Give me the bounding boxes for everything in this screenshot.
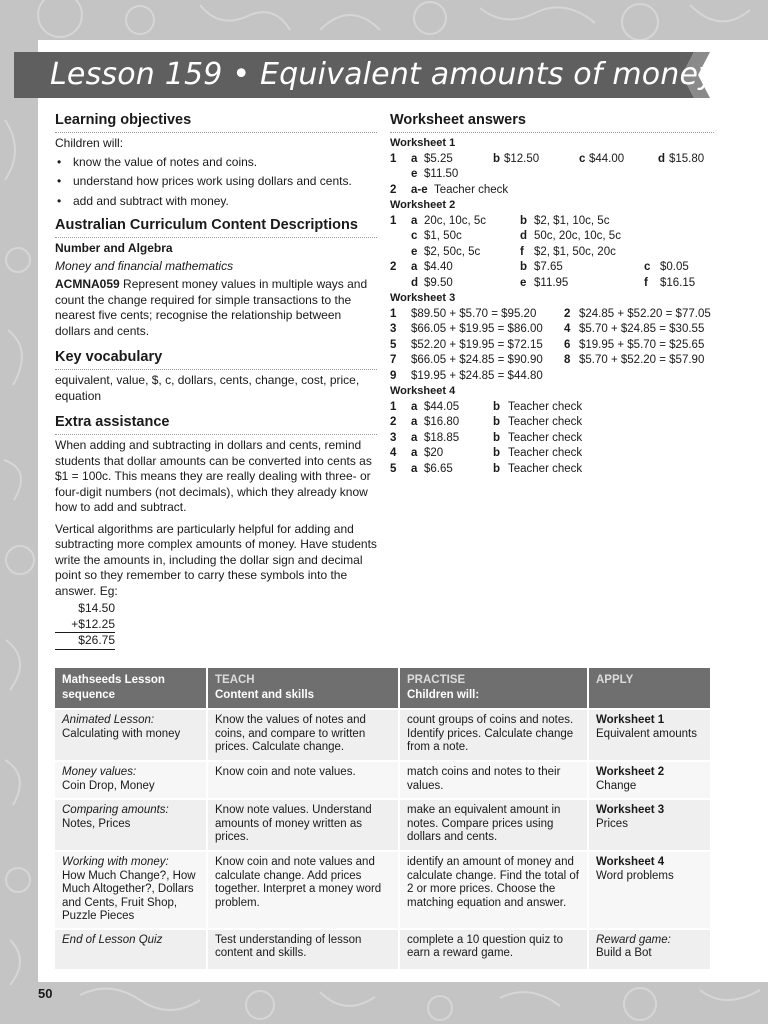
worksheet-4-title: Worksheet 4 — [390, 385, 456, 397]
header-teach: TEACH Content and skills — [207, 668, 399, 709]
sequence-cell: Money values: Coin Drop, Money — [55, 761, 207, 799]
practise-cell: make an equivalent amount in notes. Compare prices using dollars and cents. — [399, 799, 588, 851]
assistance-para-1: When adding and subtracting in dollars and cents, remind students that dollar amounts can be converted into cents as $1 = 100c. This means they are really dealing with three- or four-digit numbers (not decimals), which they already know how to add and subtract. — [55, 438, 372, 514]
objectives-intro: Children will: — [55, 136, 124, 150]
answer-row: 1 a $5.25 b $12.50 c $44.00 d $15.80 — [390, 152, 705, 165]
practise-cell: complete a 10 question quiz to earn a reward game. — [399, 929, 588, 969]
answer-row: 3 a $18.85 b Teacher check — [390, 431, 583, 444]
sequence-cell: Comparing amounts: Notes, Prices — [55, 799, 207, 851]
table-row — [55, 799, 711, 851]
example-sum — [55, 601, 115, 650]
answers-heading: Worksheet answers — [390, 110, 714, 133]
table-row — [55, 709, 711, 761]
page-number: 50 — [38, 986, 53, 1001]
objectives-list — [55, 155, 377, 210]
answer-row: 2 a-e Teacher check — [390, 183, 509, 196]
worksheet-3-title: Worksheet 3 — [390, 292, 456, 304]
vocabulary-heading: Key vocabulary — [55, 347, 377, 370]
assistance-heading: Extra assistance — [55, 412, 377, 435]
apply-cell: Worksheet 2 Change — [588, 761, 711, 799]
answer-row: 7 $66.05 + $24.85 = $90.90 8 $5.70 + $52.20 = $57.90 — [390, 354, 705, 366]
curriculum-description — [55, 277, 377, 339]
lesson-banner — [14, 50, 746, 100]
worksheet-1-title: Worksheet 1 — [390, 137, 456, 149]
sequence-cell: Working with money: How Much Change?, How Much Altogether?, Dollars and Cents, Fruit Shop, Puzzle Pieces — [55, 851, 207, 929]
answer-row: 5 a $6.65 b Teacher check — [390, 462, 583, 475]
curriculum-substrand: Money and financial mathematics — [55, 259, 234, 273]
answer-row: 2 a $16.80 b Teacher check — [390, 416, 583, 428]
answer-row: 2 a $4.40 b $7.65 c $0.05 — [390, 261, 689, 273]
apply-cell: Worksheet 4 Word problems — [588, 851, 711, 929]
answer-row: 5 $52.20 + $19.95 = $72.15 6 $19.95 + $5.70 = $25.65 — [390, 338, 705, 351]
objective-item: • add and subtract with money. — [55, 194, 377, 210]
teach-cell: Know coin and note values and calculate change. Add prices together. Interpret a money word problem. — [207, 851, 399, 929]
table-row — [55, 929, 711, 969]
curriculum-text: Represent money values in multiple ways and count the change required for simple transactions to the nearest five cents; recognise the relationship between dollars and cents. — [55, 277, 368, 338]
answer-row: e $2, 50c, 5c f $2, $1, 50c, 20c — [411, 245, 616, 258]
practise-cell: identify an amount of money and calculate change. Find the total of 2 or more prices. Choose the matching equation and answer. — [399, 851, 588, 929]
objective-item: • know the value of notes and coins. — [55, 155, 377, 171]
answer-row: e $11.50 — [411, 168, 459, 180]
practise-cell: match coins and notes to their values. — [399, 761, 588, 799]
sequence-cell: Animated Lesson: Calculating with money — [55, 709, 207, 761]
answer-row: 1 $89.50 + $5.70 = $95.20 2 $24.85 + $52.20 = $77.05 — [390, 307, 711, 320]
header-practise: PRACTISE Children will: — [399, 668, 588, 709]
teach-cell: Know the values of notes and coins, and compare to written prices. Calculate change. — [207, 709, 399, 761]
answer-row: 4 a $20 b Teacher check — [390, 447, 583, 459]
answer-row: 1 a $44.05 b Teacher check — [390, 400, 583, 413]
teach-cell: Test understanding of lesson content and skills. — [207, 929, 399, 969]
objective-item: • understand how prices work using dollars and cents. — [55, 174, 377, 190]
table-row — [55, 761, 711, 799]
table-row — [55, 851, 711, 929]
answer-row: c $1, 50c d 50c, 20c, 10c, 5c — [411, 230, 621, 242]
curriculum-heading: Australian Curriculum Content Descriptions — [55, 215, 377, 238]
worksheet-2-title: Worksheet 2 — [390, 199, 456, 211]
header-sequence: Mathseeds Lesson sequence — [55, 668, 207, 709]
apply-cell: Worksheet 1 Equivalent amounts — [588, 709, 711, 761]
assistance-para-2: Vertical algorithms are particularly helpful for adding and subtracting more complex amounts of money. Have students write the amounts in, including the dollar sign and decimal point so they remember to carry these symbols into the answer. Eg: — [55, 521, 377, 598]
objectives-heading: Learning objectives — [55, 110, 377, 133]
left-column — [55, 110, 377, 650]
practise-cell: count groups of coins and notes. Identify prices. Calculate change from a note. — [399, 709, 588, 761]
teach-cell: Know note values. Understand amounts of money written as prices. — [207, 799, 399, 851]
answer-row: 9 $19.95 + $24.85 = $44.80 — [390, 369, 543, 382]
sum-line-2: +$12.25 — [55, 617, 115, 634]
answer-row: 1 a 20c, 10c, 5c b $2, $1, 10c, 5c — [390, 214, 610, 227]
header-apply: APPLY — [588, 668, 711, 709]
vocabulary-text: equivalent, value, $, c, dollars, cents, change, cost, price, equation — [55, 373, 360, 403]
sequence-cell: End of Lesson Quiz — [55, 929, 207, 969]
answer-row: 3 $66.05 + $19.95 = $86.00 4 $5.70 + $24.85 = $30.55 — [390, 323, 705, 335]
answers-column — [390, 110, 714, 477]
apply-cell: Worksheet 3 Prices — [588, 799, 711, 851]
lesson-title: Lesson 159 • Equivalent amounts of money 2 — [50, 57, 746, 92]
curriculum-code: ACMNA059 — [55, 277, 120, 291]
teach-cell: Know coin and note values. — [207, 761, 399, 799]
answer-row: d $9.50 e $11.95 f $16.15 — [411, 276, 696, 289]
apply-cell: Reward game: Build a Bot — [588, 929, 711, 969]
sum-line-1: $14.50 — [78, 601, 115, 615]
curriculum-strand: Number and Algebra — [55, 241, 173, 255]
table-header-row — [55, 668, 711, 709]
lesson-sequence-table — [55, 668, 712, 969]
sum-result: $26.75 — [55, 633, 115, 650]
